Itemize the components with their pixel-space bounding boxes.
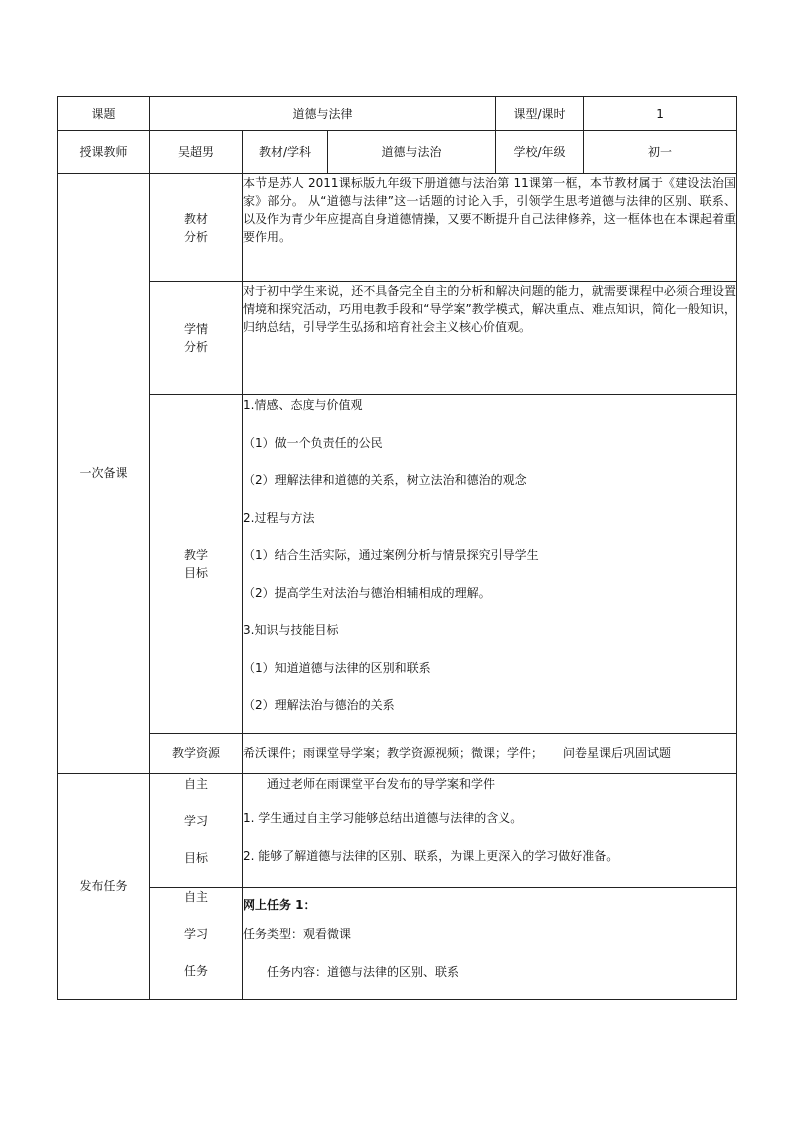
goal-item: 2.过程与方法 bbox=[243, 510, 315, 525]
goal-item: 1.情感、态度与价值观 bbox=[243, 398, 363, 412]
students-label-line1: 学情 bbox=[183, 322, 208, 336]
goal-item: （1）结合生活实际，通过案例分析与情景探究引导学生 bbox=[243, 548, 539, 562]
resources-text bbox=[243, 733, 737, 773]
row-self-study-goals bbox=[58, 773, 737, 887]
self-goal-label-line: 学习 bbox=[183, 813, 208, 828]
teacher-value: 吴超男 bbox=[150, 131, 243, 174]
resources-main: 希沃课件；雨课堂导学案；教学资源视频；微课；学件； bbox=[243, 746, 544, 760]
lesson-type-label: 课型/课时 bbox=[496, 97, 584, 131]
online-task-title: 网上任务 1： bbox=[243, 897, 316, 912]
material-label-line2: 分析 bbox=[183, 229, 208, 244]
subject-value: 道德与法治 bbox=[328, 131, 496, 174]
row-resources bbox=[58, 733, 737, 773]
lesson-plan-table bbox=[57, 96, 737, 1000]
row-topic bbox=[58, 97, 737, 131]
resources-tail: 问卷星课后巩固试题 bbox=[563, 746, 672, 760]
goals-label-line2: 目标 bbox=[183, 565, 208, 580]
self-goal-line: 通过老师在雨课堂平台发布的导学案和学件 bbox=[267, 776, 496, 791]
material-analysis-label bbox=[150, 174, 243, 282]
section-prep-label: 一次备课 bbox=[58, 174, 150, 774]
row-self-study-task bbox=[58, 887, 737, 999]
goal-item: （2）提高学生对法治与德治相辅相成的理解。 bbox=[243, 585, 491, 600]
self-task-label-line: 自主 bbox=[183, 889, 208, 904]
student-analysis-text: 对于初中学生来说，还不具备完全自主的分析和解决问题的能力，就需要课程中必须合理设置情境和探究活动，巧用电教手段和“导学案”教学模式，解决重点、难点知识，简化一般知识，归纳总结，引导学生弘扬和培育社会主义核心价值观。 bbox=[243, 282, 737, 395]
topic-label: 课题 bbox=[58, 97, 150, 131]
material-analysis-text: 本节是苏人 2011课标版九年级下册道德与法治第 11课第一框，本节教材属于《建设法治国家》部分。 从“道德与法律”这一话题的讨论入手，引领学生思考道德与法律的区别、联系、以及作为青少年应提高自身道德情操，又要不断提升自己法律修养，这一框体也在本课起着重要作用。 bbox=[243, 174, 737, 282]
self-task-label-line: 任务 bbox=[183, 963, 208, 978]
row-teaching-goals bbox=[58, 395, 737, 734]
goal-item: （1）知道道德与法律的区别和联系 bbox=[243, 660, 431, 675]
row-teacher bbox=[58, 131, 737, 174]
self-study-goal-text bbox=[243, 773, 737, 887]
school-label: 学校/年级 bbox=[496, 131, 584, 174]
lesson-type-value: 1 bbox=[584, 97, 737, 131]
material-label-line1: 教材 bbox=[183, 211, 208, 226]
self-study-task-label bbox=[150, 887, 243, 999]
topic-value: 道德与法律 bbox=[150, 97, 496, 131]
resources-label: 教学资源 bbox=[150, 733, 243, 773]
goal-item: （1）做一个负责任的公民 bbox=[243, 435, 383, 450]
self-task-label-line: 学习 bbox=[183, 926, 208, 941]
teaching-goals-list bbox=[243, 395, 737, 734]
goal-item: （2）理解法律和道德的关系，树立法治和德治的观念 bbox=[243, 473, 527, 487]
task-type-line: 任务类型：观看微课 bbox=[243, 926, 352, 941]
self-goal-line: 1. 学生通过自主学习能够总结出道德与法律的含义。 bbox=[243, 810, 523, 825]
teacher-label: 授课教师 bbox=[58, 131, 150, 174]
task-content-line: 任务内容：道德与法律的区别、联系 bbox=[267, 964, 460, 979]
goal-item: 3.知识与技能目标 bbox=[243, 623, 339, 637]
subject-label: 教材/学科 bbox=[243, 131, 328, 174]
self-goal-label-line: 目标 bbox=[183, 850, 208, 865]
school-value: 初一 bbox=[584, 131, 737, 174]
goals-label-line1: 教学 bbox=[183, 547, 208, 562]
row-student-analysis bbox=[58, 282, 737, 395]
self-goal-label-line: 自主 bbox=[183, 776, 208, 791]
students-label-line2: 分析 bbox=[183, 340, 208, 354]
self-study-task-text bbox=[243, 887, 737, 999]
teaching-goals-label bbox=[150, 395, 243, 734]
student-analysis-label bbox=[150, 282, 243, 395]
section-task-label: 发布任务 bbox=[58, 773, 150, 999]
self-goal-line: 2. 能够了解道德与法律的区别、联系，为课上更深入的学习做好准备。 bbox=[243, 848, 619, 863]
row-material-analysis bbox=[58, 174, 737, 282]
self-study-goal-label bbox=[150, 773, 243, 887]
goal-item: （2）理解法治与德治的关系 bbox=[243, 698, 395, 712]
